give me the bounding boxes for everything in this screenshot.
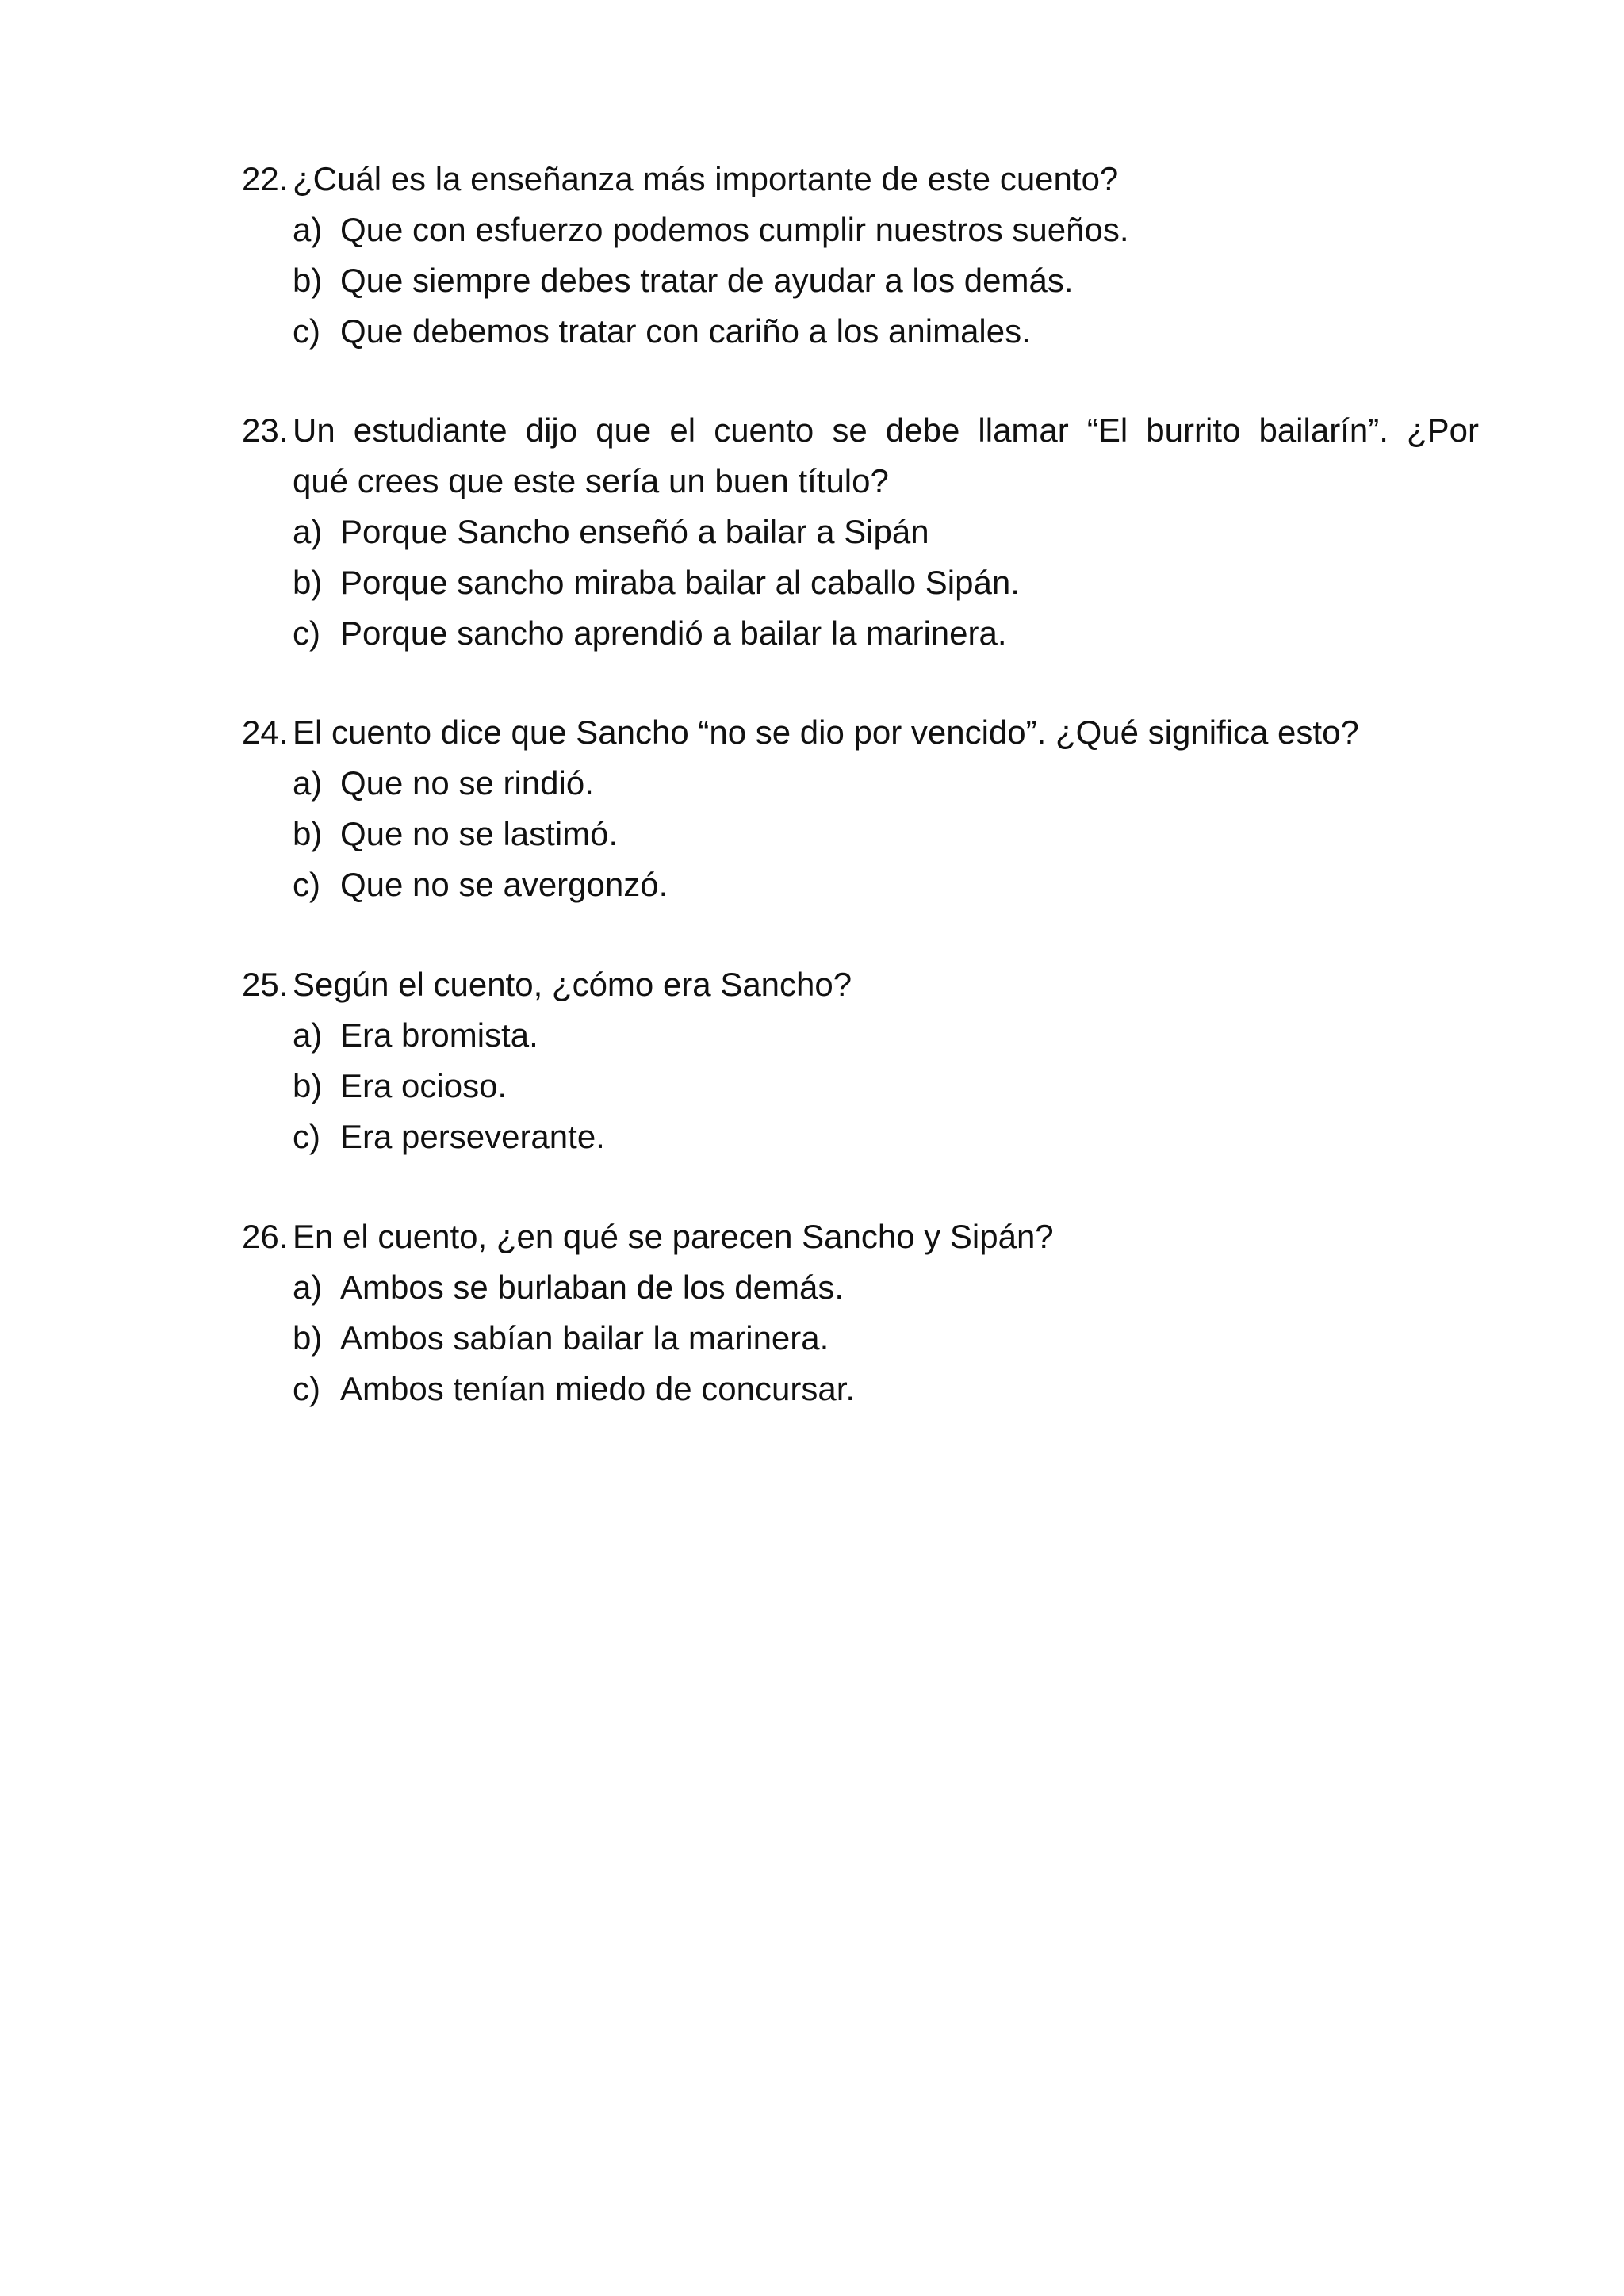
option-b [242,809,1479,859]
options-list [242,758,1479,910]
option-letter: a) [293,1016,323,1054]
option-letter: b) [293,1319,323,1357]
option-letter: c) [293,614,320,652]
option-text: Que no se lastimó. [340,815,619,852]
options-list [242,507,1479,659]
question-text: Según el cuento, ¿cómo era Sancho? [293,966,852,1003]
option-b [242,1313,1479,1364]
option-text: Porque sancho miraba bailar al caballo Sipán. [340,564,1020,601]
option-c [242,608,1479,659]
options-list [242,1262,1479,1414]
option-letter: a) [293,1269,323,1306]
option-a [242,205,1479,255]
option-text: Era perseverante. [340,1118,605,1155]
question-stem [242,1211,1479,1262]
question-24 [242,707,1479,910]
options-list [242,205,1479,357]
option-a [242,1262,1479,1313]
question-text: ¿Cuál es la enseñanza más importante de este cuento? [293,160,1119,197]
option-letter: c) [293,1370,320,1407]
option-letter: a) [293,513,323,550]
option-letter: b) [293,564,323,601]
question-text: En el cuento, ¿en qué se parecen Sancho y Sipán? [293,1218,1054,1255]
question-number: 22. [242,160,289,197]
option-a [242,1010,1479,1061]
option-letter: a) [293,211,323,248]
option-letter: a) [293,764,323,802]
option-letter: b) [293,262,323,299]
question-stem [242,405,1479,456]
option-a [242,758,1479,809]
question-text: Un estudiante dijo que el cuento se debe llamar “El burrito bailarín”. ¿Por [293,411,1479,449]
option-text: Era ocioso. [340,1067,508,1104]
question-text: El cuento dice que Sancho “no se dio por vencido”. ¿Qué significa esto? [293,714,1359,751]
question-text-continuation: qué crees que este sería un buen título? [293,462,889,499]
option-text: Que debemos tratar con cariño a los animales. [340,312,1031,350]
question-number: 25. [242,966,289,1003]
option-letter: c) [293,1118,320,1155]
question-stem [242,959,1479,1010]
option-c [242,859,1479,910]
option-text: Que no se avergonzó. [340,866,668,903]
question-number: 26. [242,1218,289,1255]
option-c [242,1364,1479,1414]
option-a [242,507,1479,557]
question-number: 24. [242,714,289,751]
option-letter: c) [293,312,320,350]
options-list [242,1010,1479,1162]
option-b [242,557,1479,608]
question-stem [242,154,1479,205]
option-text: Que no se rindió. [340,764,594,802]
option-text: Porque sancho aprendió a bailar la marinera. [340,614,1007,652]
question-22 [242,154,1479,357]
question-stem [242,707,1479,758]
question-25 [242,959,1479,1162]
option-b [242,255,1479,306]
option-text: Porque Sancho enseñó a bailar a Sipán [340,513,929,550]
option-letter: b) [293,815,323,852]
question-26 [242,1211,1479,1414]
option-letter: b) [293,1067,323,1104]
option-text: Ambos tenían miedo de concursar. [340,1370,856,1407]
option-text: Era bromista. [340,1016,538,1054]
option-c [242,306,1479,357]
option-text: Que siempre debes tratar de ayudar a los demás. [340,262,1074,299]
question-number: 23. [242,411,289,449]
option-c [242,1112,1479,1162]
question-23 [242,405,1479,659]
option-text: Que con esfuerzo podemos cumplir nuestros sueños. [340,211,1129,248]
option-text: Ambos se burlaban de los demás. [340,1269,845,1306]
option-text: Ambos sabían bailar la marinera. [340,1319,829,1357]
option-letter: c) [293,866,320,903]
option-b [242,1061,1479,1112]
